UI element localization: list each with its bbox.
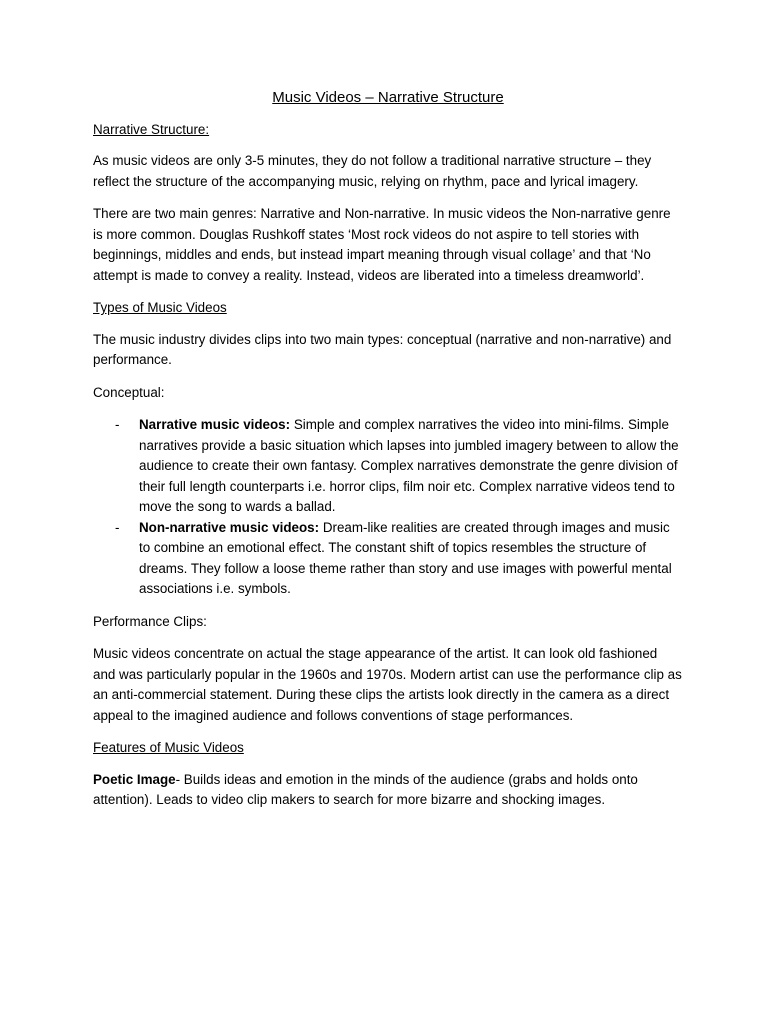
conceptual-list [93, 415, 683, 600]
paragraph-performance: Music videos concentrate on actual the stage appearance of the artist. It can look old fashioned and was particularly popular in the 1960s and 1970s. Modern artist can use the performance clip as an anti-commercial statement. During these clips the artists look directly in the camera as a direct appeal to the imagined audience and follows conventions of stage performances. [93, 646, 682, 723]
list-bullet: - [115, 519, 120, 535]
poetic-image-text: - Builds ideas and emotion in the minds of the audience (grabs and holds onto attention). Leads to video clip makers to search for more bizarre and shocking images. [93, 771, 638, 807]
list-item-text: Simple and complex narratives the video into mini-films. Simple narratives provide a basic situation which lapses into jumbled imagery between to allow the audience to create their own fantasy. Complex narratives demonstrate the genre division of their full length counterparts i.e. horror clips, film noir etc. Complex narrative videos tend to move the song to wards a ballad. [139, 417, 679, 514]
list-bullet: - [115, 417, 120, 432]
list-item [93, 415, 683, 518]
label-conceptual: Conceptual: [93, 384, 165, 400]
paragraph-types: The music industry divides clips into two main types: conceptual (narrative and non-narrative) and performance. [93, 331, 672, 367]
document-title: Music Videos – Narrative Structure [272, 89, 504, 106]
list-item-title: Narrative music videos: [139, 417, 291, 432]
paragraph-poetic-image [93, 770, 683, 811]
heading-types-of-music-videos: Types of Music Videos [93, 300, 227, 315]
list-item-text: Dream-like realities are created through images and music to combine an emotional effect. The constant shift of topics resembles the structure of dreams. They follow a loose theme rather than story and use images with powerful mental associations i.e. symbols. [139, 519, 672, 596]
heading-features-of-music-videos: Features of Music Videos [93, 740, 244, 755]
paragraph-narrative-intro: As music videos are only 3-5 minutes, they do not follow a traditional narrative structure – they reflect the structure of the accompanying music, relying on rhythm, pace and lyrical imagery. [93, 153, 652, 189]
list-item [93, 518, 683, 600]
document-body [93, 88, 683, 823]
heading-narrative-structure: Narrative Structure: [93, 121, 210, 137]
paragraph-genres: There are two main genres: Narrative and Non-narrative. In music videos the Non-narrative genre is more common. Douglas Rushkoff states ‘Most rock videos do not aspire to tell stories with beginnings, middles and ends, but instead impart meaning through visual collage’ and that ‘No attempt is made to convey a reality. Instead, videos are liberated into a timeless dreamworld’. [93, 206, 671, 283]
poetic-image-term: Poetic Image [93, 771, 176, 787]
list-item-title: Non-narrative music videos: [139, 519, 320, 535]
label-performance-clips: Performance Clips: [93, 613, 207, 629]
